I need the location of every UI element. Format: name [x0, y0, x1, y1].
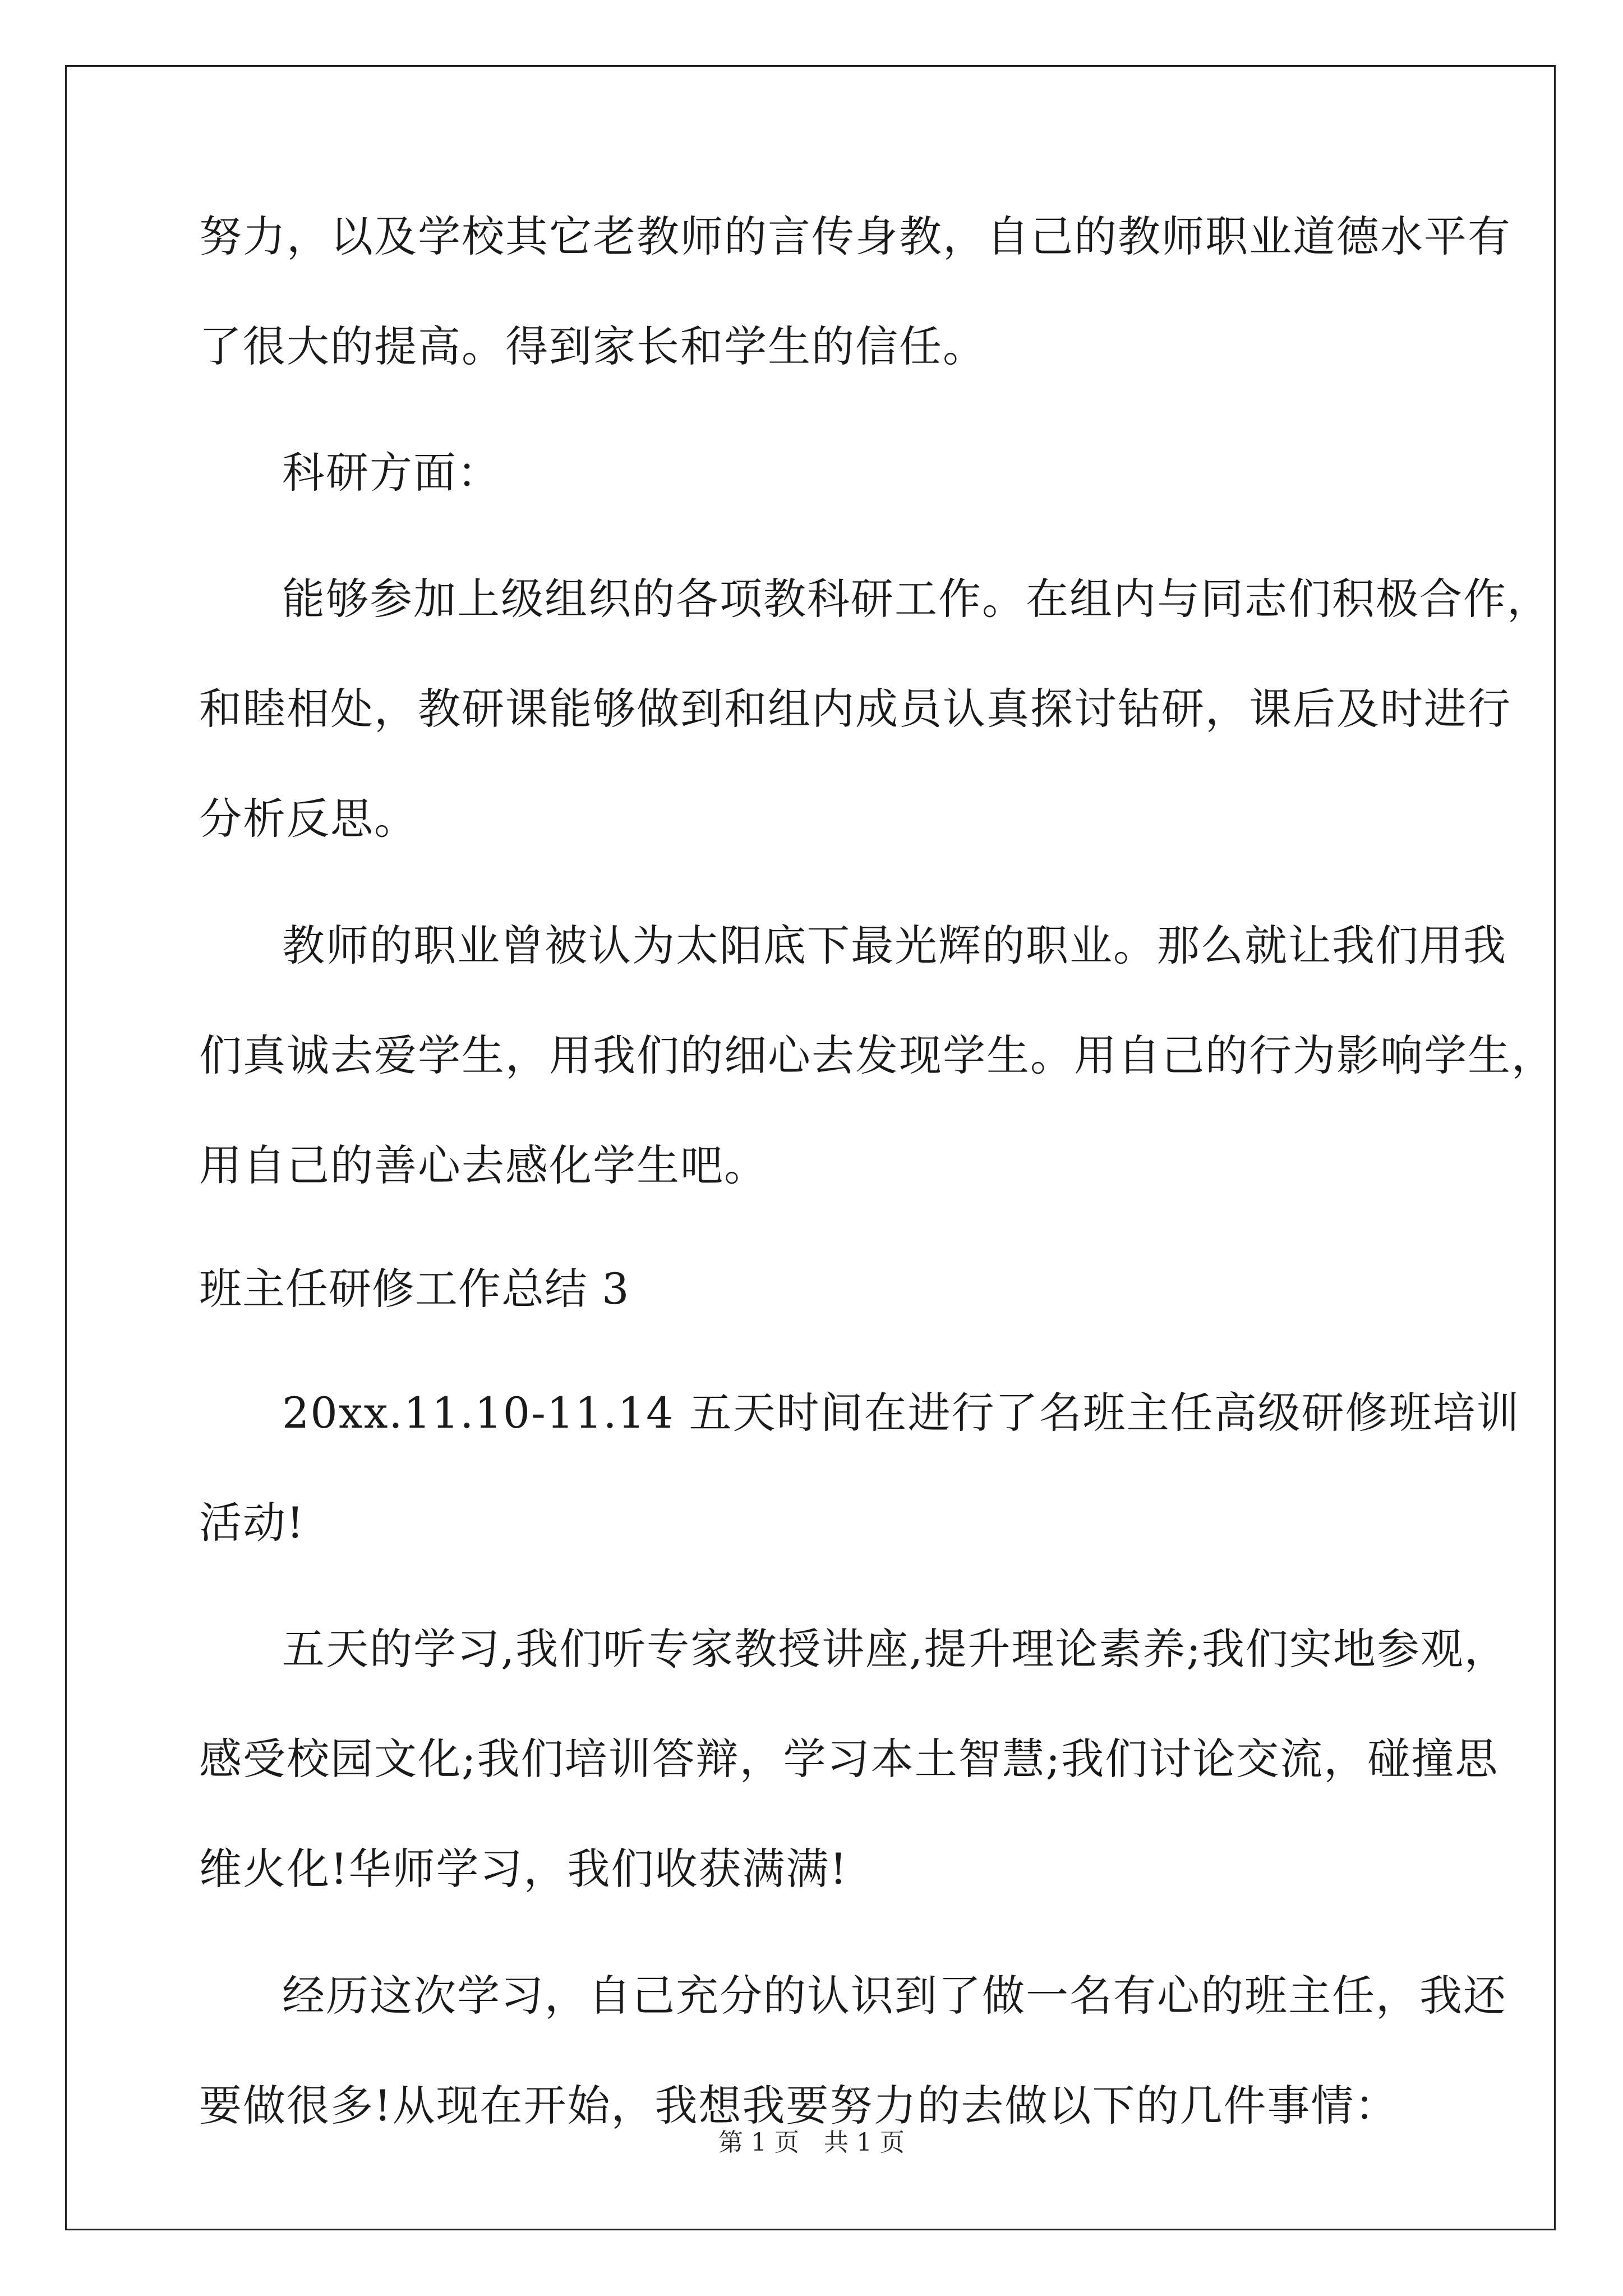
text-line: 20xx.11.10-11.14 五天时间在进行了名班主任高级研修班培训 — [282, 1388, 1520, 1438]
text-line: 教师的职业曾被认为太阳底下最光辉的职业。那么就让我们用我 — [282, 921, 1507, 970]
text-line: 了很大的提高。得到家长和学生的信任。 — [199, 321, 986, 371]
text-line: 们真诚去爱学生，用我们的细心去发现学生。用自己的行为影响学生， — [199, 1030, 1555, 1080]
section-label-research: 科研方面： — [282, 448, 501, 498]
text-line: 能够参加上级组织的各项教科研工作。在组内与同志们积极合作， — [282, 574, 1551, 624]
text-line: 五天的学习,我们听专家教授讲座,提升理论素养;我们实地参观， — [282, 1624, 1508, 1674]
section-heading: 班主任研修工作总结 3 — [199, 1264, 630, 1314]
text-line: 分析反思。 — [199, 794, 418, 844]
text-line: 努力，以及学校其它老教师的言传身教，自己的教师职业道德水平有 — [199, 211, 1511, 261]
text-line: 活动! — [199, 1498, 305, 1548]
page-number-footer: 第 1 页 共 1 页 — [718, 2128, 905, 2157]
text-line: 经历这次学习，自己充分的认识到了做一名有心的班主任，我还 — [282, 1971, 1507, 2021]
text-line: 用自己的善心去感化学生吧。 — [199, 1140, 768, 1190]
text-line: 和睦相处，教研课能够做到和组内成员认真探讨钻研，课后及时进行 — [199, 684, 1511, 734]
text-line: 维火化!华师学习，我们收获满满! — [199, 1844, 849, 1894]
text-line: 要做很多!从现在开始，我想我要努力的去做以下的几件事情： — [199, 2081, 1399, 2131]
text-line: 感受校园文化;我们培训答辩，学习本土智慧;我们讨论交流，碰撞思 — [199, 1734, 1499, 1784]
